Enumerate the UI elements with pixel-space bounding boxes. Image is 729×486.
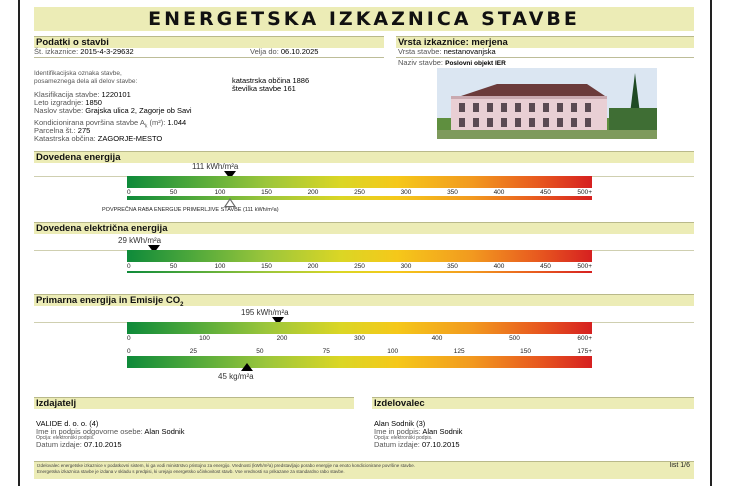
page-number: list 1/6 <box>669 462 690 469</box>
izdelovalec-datum <box>374 440 460 449</box>
primarna-scale-ticks <box>127 335 592 344</box>
primarna-heading-text: Primarna energija in Emisije CO <box>36 295 181 306</box>
vrsta-stavbe <box>398 47 496 56</box>
izdelovalec-oseba-value: Alan Sodnik <box>422 427 463 436</box>
dovedena-tick-9: 450 <box>540 189 551 196</box>
elektricna-tick-9: 450 <box>540 263 551 270</box>
vrsta-value: nestanovanjska <box>443 47 496 56</box>
dovedena-avg-bar <box>127 196 592 200</box>
kond-value: 1.044 <box>167 118 187 127</box>
izdajatelj-podpis: Opcija: elektronski podpis. <box>36 435 95 441</box>
building-photo <box>437 68 657 139</box>
dovedena-tick-6: 300 <box>400 189 412 196</box>
primarna-tick-4: 400 <box>431 335 443 342</box>
izdelovalec-name: Alan Sodnik (3) <box>374 419 426 428</box>
naziv-value: Poslovni objekt IER <box>445 60 506 67</box>
elektricna-value-label: 29 kWh/m²a <box>118 236 162 245</box>
dovedena-tick-7: 350 <box>447 189 458 196</box>
katastrska-obcina <box>34 134 162 143</box>
elektricna-tick-4: 200 <box>307 263 319 270</box>
primarna-heading-sub: 2 <box>180 301 184 308</box>
section-elektricna-heading: Dovedena električna energija <box>34 222 694 234</box>
izdajatelj-datum <box>36 440 122 449</box>
klas-label: Klasifikacija stavbe: <box>34 90 100 99</box>
footer-line-1: Izdelovalec energetske izkaznice v podatkovni sistem, ki ga vodi ministrstvo pristojno za energijo. Vrednosti (kWh/m²a) predstavljajo porabo energije na enoto kondicionirane površine stavbe. <box>37 463 416 468</box>
primarna-tick-0: 0 <box>127 335 131 342</box>
dovedena-tick-0: 0 <box>127 189 131 196</box>
parc-value: 275 <box>77 126 91 135</box>
dovedena-tick-3: 150 <box>261 189 272 196</box>
page-edge-right <box>710 0 712 486</box>
section-primarna-heading <box>34 294 694 306</box>
izdelovalec-oseba-label: Ime in podpis: <box>374 427 421 436</box>
co2-tick-5: 125 <box>453 348 465 355</box>
elektricna-tick-0: 0 <box>127 263 131 270</box>
section-vrsta-heading: Vrsta izkaznice: merjena <box>396 36 694 48</box>
co2-tick-7: 175+ <box>577 348 592 355</box>
velja-value: 06.10.2025 <box>280 47 319 56</box>
page-edge-left <box>18 0 20 486</box>
st-izkaznice <box>34 47 134 56</box>
primarna-tick-5: 500 <box>509 335 520 342</box>
ident-value-1: katastrska občina 1886 <box>232 76 310 85</box>
izdelovalec-datum-label: Datum izdaje: <box>374 440 420 449</box>
ident-label-1: Identifikacijska oznaka stavbe, <box>34 70 122 77</box>
naslov-stavbe <box>34 106 192 115</box>
co2-tick-6: 150 <box>520 348 531 355</box>
leto-label: Leto izgradnje: <box>34 98 84 107</box>
kond-label: Kondicionirana površina stavbe A <box>34 118 145 127</box>
naziv-label: Naziv stavbe: <box>398 58 444 67</box>
co2-scale-bar <box>127 356 592 368</box>
section-izdelovalec-heading: Izdelovalec <box>372 397 694 409</box>
dovedena-tick-10: 500+ <box>577 189 592 196</box>
elektricna-bottom-bar <box>127 271 592 273</box>
co2-marker-icon <box>241 363 253 371</box>
elektricna-tick-2: 100 <box>214 263 226 270</box>
kond-sub: k <box>144 123 148 130</box>
divider <box>34 57 384 58</box>
dovedena-tick-4: 200 <box>307 189 319 196</box>
leto-value: 1850 <box>85 98 102 107</box>
primarna-value-label: 195 kWh/m²a <box>241 308 289 317</box>
co2-tick-4: 100 <box>387 348 399 355</box>
naslov-label: Naslov stavbe: <box>34 106 84 115</box>
footer <box>34 461 694 479</box>
izdajatelj-datum-label: Datum izdaje: <box>36 440 82 449</box>
average-label: POVPREČNA RABA ENERGIJE PRIMERLJIVE STAVBE (111 kWh/m²a) <box>102 207 279 213</box>
izdajatelj-oseba-label: Ime in podpis odgovorne osebe: <box>36 427 143 436</box>
primarna-scale-bar <box>127 322 592 334</box>
izdajatelj-datum-value: 07.10.2015 <box>83 440 122 449</box>
vrsta-label: Vrsta stavbe: <box>398 47 442 56</box>
elektricna-tick-5: 250 <box>354 263 365 270</box>
dovedena-value-label: 111 kWh/m²a <box>192 162 239 171</box>
section-dovedena-heading: Dovedena energija <box>34 151 694 163</box>
velja-do <box>250 47 318 56</box>
co2-tick-0: 0 <box>127 348 131 355</box>
izdelovalec-datum-value: 07.10.2015 <box>421 440 460 449</box>
co2-value-label: 45 kg/m²a <box>218 372 254 381</box>
elektricna-scale-bar <box>127 250 592 262</box>
elektricna-tick-7: 350 <box>447 263 458 270</box>
page-title: ENERGETSKA IZKAZNICA STAVBE <box>34 7 694 31</box>
izdajatelj-oseba-value: Alan Sodnik <box>144 427 185 436</box>
footer-line-2: Energetska izkaznica stavbe je izdana v skladu s predpisi, ki urejajo energetsko učinkovitost stavb. Vse vrednosti so prikazane za standardno rabo stavbe. <box>37 469 345 474</box>
parc-label: Parcelna št.: <box>34 126 76 135</box>
kond-unit: (m²): <box>149 118 166 127</box>
st-value: 2015-4-3-29632 <box>80 47 134 56</box>
elektricna-tick-1: 50 <box>169 263 178 270</box>
kat-label: Katastrska občina: <box>34 134 96 143</box>
primarna-tick-3: 300 <box>354 335 365 342</box>
dovedena-tick-8: 400 <box>493 189 505 196</box>
naslov-value: Grajska ulica 2, Zagorje ob Savi <box>85 106 192 115</box>
primarna-tick-2: 200 <box>276 335 288 342</box>
dovedena-scale-bar <box>127 176 592 188</box>
elektricna-tick-8: 400 <box>493 263 505 270</box>
elektricna-tick-10: 500+ <box>577 263 592 270</box>
primarna-tick-6: 600+ <box>577 335 592 342</box>
elektricna-tick-3: 150 <box>261 263 272 270</box>
izdelovalec-podpis: Opcija: elektronski podpis. <box>374 435 433 441</box>
co2-tick-2: 50 <box>256 348 264 355</box>
primarna-tick-1: 100 <box>199 335 210 342</box>
ident-value-2: številka stavbe 161 <box>232 84 296 93</box>
kat-value: ZAGORJE-MESTO <box>97 134 163 143</box>
klas-value: 1220101 <box>101 90 131 99</box>
section-izdajatelj-heading: Izdajatelj <box>34 397 354 409</box>
dovedena-tick-5: 250 <box>354 189 365 196</box>
co2-tick-3: 75 <box>322 348 330 355</box>
naziv-stavbe <box>398 58 506 68</box>
section-podatki-heading: Podatki o stavbi <box>34 36 384 48</box>
izdajatelj-name: VALIDE d. o. o. (4) <box>36 419 99 428</box>
co2-tick-1: 25 <box>189 348 198 355</box>
elektricna-tick-6: 300 <box>400 263 412 270</box>
dovedena-tick-2: 100 <box>214 189 226 196</box>
velja-label: Velja do: <box>250 47 279 56</box>
st-label: Št. izkaznice: <box>34 47 79 56</box>
dovedena-tick-1: 50 <box>169 189 178 196</box>
ident-label-2: posameznega dela ali delov stavbe: <box>34 78 138 85</box>
